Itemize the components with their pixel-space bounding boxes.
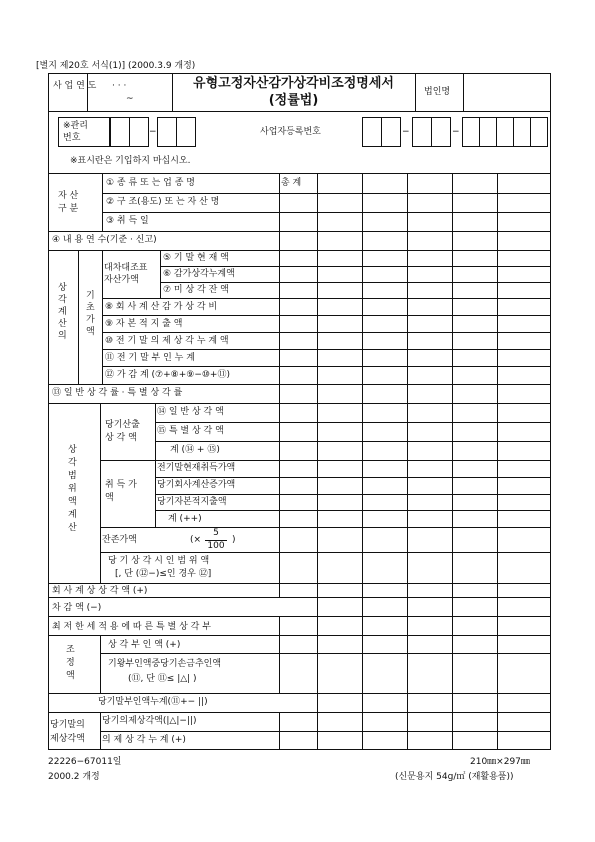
row-9-label: ⑨ 자 본 적 지 출 액 [105, 319, 183, 329]
acq-2-label: 당기회사계산증가액 [157, 480, 236, 490]
row-1-label: ① 종 류 또 는 업 종 명 [106, 178, 195, 188]
residual-numerator: 5 [213, 528, 219, 538]
row-14-label: ⑭ 일 반 상 각 액 [157, 407, 224, 417]
mgmt-no-digit[interactable] [110, 117, 130, 147]
biz-reg-digit[interactable] [462, 117, 480, 147]
row-6-label: ⑥ 감가상각누계액 [163, 269, 235, 279]
adj-2b-label: (⑪, 단 ⑪≤ |△| ) [128, 674, 197, 684]
biz-reg-digit[interactable] [362, 117, 382, 147]
row-3-label: ③ 취 득 일 [106, 216, 149, 226]
biz-reg-digit[interactable] [412, 117, 432, 147]
footer-revised: 2000.2 개정 [48, 772, 100, 782]
mgmt-no-digit[interactable] [176, 117, 196, 147]
biz-reg-digit[interactable] [496, 117, 514, 147]
row-10-label: ⑩ 전 기 말 의 제 상 각 누 계 액 [105, 336, 229, 346]
mgmt-no-digit[interactable] [157, 117, 177, 147]
corp-name-field[interactable] [464, 74, 550, 110]
page-title: 유형고정자산감가상각비조정명세서 [193, 76, 394, 91]
asset-class-label: 자 산 구 분 [58, 191, 79, 214]
end-deemed-label: 당기말의 제상각액 [50, 720, 85, 744]
row-13-label: ⑬ 일 반 상 각 률 · 특 별 상 각 률 [52, 388, 183, 398]
corp-name-label: 법인명 [424, 87, 451, 97]
residual-denominator: 100 [207, 541, 225, 551]
acq-3-label: 당기자본적지출액 [157, 497, 227, 507]
page-subtitle: (정률법) [268, 93, 319, 108]
limit-2-label: [, 단 (⑫−)≤인 경우 ⑫] [115, 569, 212, 579]
basic-price-label: 기 초 가 액 [86, 291, 95, 337]
biz-reg-digit[interactable] [431, 117, 451, 147]
min-tax-label: 최 저 한 세 적 용 에 따 른 특 별 상 각 부 [52, 622, 211, 632]
row-2-label: ② 구 조(용도) 또 는 자 산 명 [106, 197, 220, 207]
residual-formula-post: ) [232, 535, 236, 545]
row-7-label: ⑦ 미 상 각 잔 액 [163, 285, 229, 295]
fill-note: ※표시란은 기입하지 마십시오. [70, 156, 191, 166]
end-1-label: 당기의제상각액(|△|−||) [102, 716, 197, 726]
row-15-label: ⑮ 특 별 상 각 액 [157, 426, 224, 436]
row-12-label: ⑫ 가 감 계 (⑦+⑧+⑨−⑩+⑪) [105, 370, 230, 380]
residual-formula-pre: (× [190, 535, 202, 545]
acq-sum-label: 계 (++) [168, 514, 202, 524]
business-year-label: 사 업 연 도 [53, 81, 97, 91]
business-year-tilde: ~ [126, 94, 134, 104]
total-label: 총 계 [281, 178, 302, 188]
footer-code: 22226−67011일 [48, 757, 122, 767]
row-sum1-label: 계 (⑭ + ⑮) [170, 445, 220, 455]
biz-reg-digit[interactable] [479, 117, 497, 147]
end-2-label: 의 제 상 각 누 계 (+) [102, 735, 186, 745]
mgmt-no-digit[interactable] [129, 117, 149, 147]
adj-2a-label: 기왕부인액중당기손금추인액 [108, 659, 222, 669]
biz-reg-digit[interactable] [513, 117, 531, 147]
footer-paper: (신문용지 54g/㎡ (재활용품)) [395, 772, 514, 782]
acq-price-label: 취 득 가 액 [105, 480, 137, 503]
adjust-label: 조 정 액 [66, 645, 75, 681]
biz-reg-digit[interactable] [381, 117, 401, 147]
current-amount-label: 당기산출 상 각 액 [105, 420, 140, 443]
residual-label: 잔존가액 [102, 535, 137, 545]
footer-size: 210㎜×297㎜ [470, 757, 530, 767]
form-id: [별지 제20호 서식(1)] (2000.3.9 개정) [36, 61, 196, 71]
bs-assets-label: 대차대조표 자산가액 [104, 263, 148, 285]
row-5-label: ⑤ 기 말 현 재 액 [163, 253, 229, 263]
depr-calc-label: 상 각 계 산 의 [58, 283, 67, 341]
difference-label: 차 감 액 (−) [52, 603, 102, 613]
row-4-label: ④ 내 용 연 수(기준 · 신고) [52, 235, 157, 245]
biz-reg-label: 사업자등록번호 [260, 127, 321, 137]
cum-disallow-label: 당기말부인액누계(⑪+− ||) [98, 697, 208, 707]
depr-limit-label: 상 각 범 위 액 계 산 [68, 445, 77, 533]
business-year-dots: · · · [112, 81, 127, 91]
limit-1-label: 당 기 상 각 시 인 범 위 액 [108, 556, 210, 566]
row-8-label: ⑧ 회 사 계 산 감 가 상 각 비 [105, 302, 218, 312]
mgmt-no-label: ※관리 번호 [63, 121, 88, 143]
row-11-label: ⑪ 전 기 말 부 인 누 계 [105, 353, 195, 363]
acq-1-label: 전기말현재취득가액 [157, 463, 236, 473]
adj-1-label: 상 각 부 인 액 (+) [108, 640, 181, 650]
company-depr-label: 회 사 계 상 상 각 액 (+) [52, 586, 148, 596]
biz-reg-digit[interactable] [530, 117, 548, 147]
